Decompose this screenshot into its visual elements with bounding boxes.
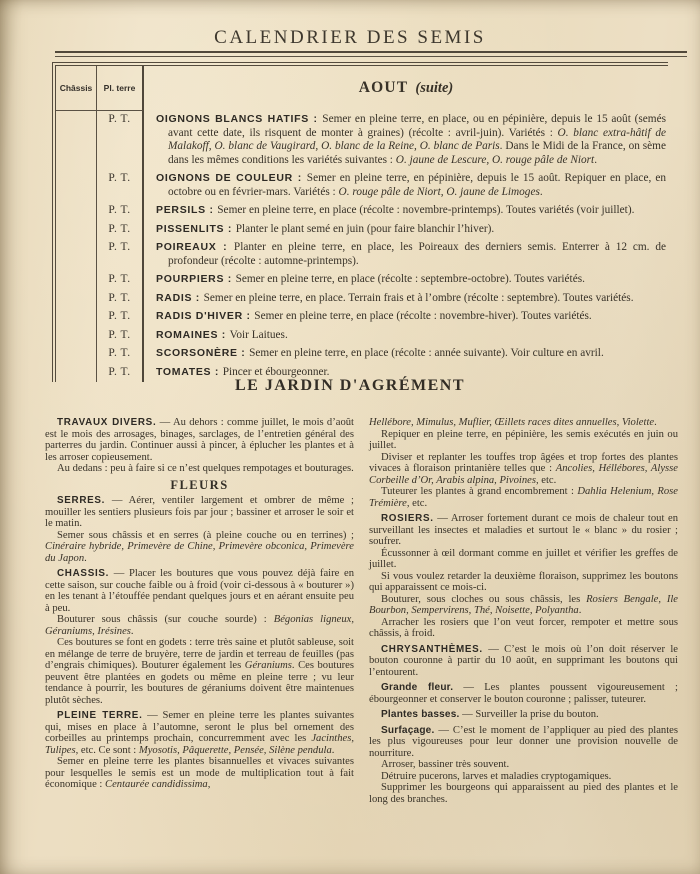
- pl-terre-cell: P. T.: [97, 290, 144, 309]
- text-segment: . Dans le Midi de la France, on sème dans les mêmes conditions les variétés suivantes :: [168, 140, 666, 166]
- text-segment: Supprimer les bourgeons qui apparaissent au pied des plantes et le long des branches.: [369, 782, 678, 805]
- text-segment: — Placer les boutures que vous pouvez déjà faire en cette saison, sur couche faible ou à froid (voir ci-dessous à « bouturer ») en les tenant à l’étouffée pendant quelques jours et en aérant ensuite peu à peu.: [45, 568, 354, 614]
- pl-terre-cell: P. T.: [97, 221, 144, 240]
- text-segment: etc. Ce sont :: [78, 744, 139, 756]
- paragraph: [45, 530, 354, 565]
- entry-paragraph: [156, 329, 666, 343]
- chassis-cell: [56, 202, 97, 221]
- headword: CHRYSANTHÈMES.: [381, 643, 483, 655]
- paragraph: [369, 486, 678, 509]
- table-row-entry: [144, 221, 668, 240]
- headword: POURPIERS :: [156, 273, 236, 285]
- chassis-cell: [56, 239, 97, 271]
- pl-terre-cell: P. T.: [97, 308, 144, 327]
- text-segment: Détruire pucerons, larves et maladies cryptogamiques.: [381, 770, 612, 782]
- text-segment: .: [331, 744, 335, 756]
- headword: ROMAINES :: [156, 328, 230, 341]
- aout-heading-text: AOUT: [358, 79, 409, 96]
- paragraph: [45, 637, 354, 706]
- text-segment: .: [539, 185, 543, 198]
- text-segment: Ces boutures se font en godets : terre très saine et plutôt sableuse, soit en mélange de terre de bruyère, terre de jardin et terreau de feuilles (pas d’engrais chimiques). Bouturer également les: [45, 637, 354, 671]
- paragraph: [45, 417, 354, 463]
- table-row-entry: [144, 290, 668, 309]
- paragraph: [45, 463, 354, 475]
- text-segment: Semer en pleine terre, en place (récolte : année suivante). Voir culture en avril.: [249, 347, 604, 359]
- column-heading: FLEURS: [170, 477, 229, 492]
- table-row-entry: [144, 327, 668, 346]
- headword: PERSILS :: [156, 204, 218, 216]
- headword: Surfaçage.: [381, 724, 435, 736]
- text-segment: Semer en pleine terre, en pépinière, depuis le 15 août. Repiquer en place, en octobre ou en février-mars. Variétés :: [168, 172, 666, 198]
- text-segment: — Les plantes poussent vigoureusement ; ébourgeonner et conserver le bouton couronne ; palisser, tuteurer.: [369, 682, 678, 705]
- table-row-entry: [144, 111, 668, 170]
- pl-terre-cell: P. T.: [97, 111, 144, 170]
- paragraph: [45, 495, 354, 530]
- text-segment: — Semer en pleine terre les plantes suivantes qui, mises en place à l’automne, seront le plus bel ornement des corbeilles au printemps prochain, concurremment avec les: [45, 710, 354, 744]
- headword: CHASSIS.: [57, 568, 110, 579]
- pl-terre-label: Pl. terre: [103, 83, 136, 93]
- text-segment: Rosiers Bengale, Ile Bourbon, Sempervirens, Thé, Noisette, Polyantha: [369, 593, 679, 616]
- pl-terre-cell: P. T.: [97, 202, 144, 221]
- text-segment: — Arroser fortement durant ce mois de chaleur tout en surveillant les insectes et maladies et surtout le « blanc » du rosier ; soufrer.: [369, 513, 678, 547]
- text-segment: Semer sous châssis et en serres (à pleine couche ou en terrines) ;: [57, 529, 354, 541]
- august-sowing-table: [52, 62, 668, 382]
- headword: Plantes basses.: [381, 709, 460, 720]
- text-segment: .: [578, 605, 582, 616]
- chassis-label: Châssis: [59, 83, 93, 93]
- aout-heading-suffix: (suite): [415, 79, 454, 96]
- headword: PISSENLITS :: [156, 222, 236, 235]
- chassis-cell: [56, 345, 97, 364]
- text-segment: — Au dehors : comme juillet, le mois d’août est le mois des arrosages, binages, sarclages, de l’entretien général des parterres du jardin. Continuer aussi à pincer, à éplucher les plantes et à les arroser copieusement.: [45, 417, 354, 463]
- entry-paragraph: [156, 204, 666, 218]
- chassis-cell: [56, 170, 97, 202]
- paragraph: [45, 614, 354, 637]
- text-segment: Hellébore, Mimulus, Muflier, Œillets races dites annuelles, Violette: [369, 417, 655, 428]
- text-segment: Semer en pleine terre, en place (récolte : novembre-hiver). Toutes variétés.: [254, 310, 592, 322]
- pl-terre-cell: P. T.: [97, 239, 144, 271]
- text-segment: Pincer et ébourgeonner.: [222, 365, 330, 378]
- entry-paragraph: [156, 292, 666, 306]
- text-segment: Planter le plant semé en juin (pour faire blanchir l’hiver).: [235, 222, 495, 235]
- two-column-text: [45, 417, 678, 805]
- left-column: [45, 417, 354, 805]
- chassis-cell: [56, 111, 97, 170]
- text-segment: — Aérer, ventiler largement et ombrer de même ; mouiller les sentiers plusieurs fois par jour ; bassiner et arroser le soir et le matin.: [45, 495, 354, 529]
- text-segment: Cinéraire hybride, Primevère de Chine, Primevère obconica, Primevère du Japon: [45, 541, 354, 564]
- text-segment: — C’est le moment de l’appliquer au pied des plantes les plus vigoureuses pour leur donner une provision nouvelle de nourriture.: [369, 724, 678, 759]
- text-segment: Géraniums: [244, 660, 292, 671]
- text-segment: Semer en pleine terre, en place (récolte : novembre-printemps). Toutes variétés (voir juillet).: [217, 204, 635, 216]
- pl-terre-cell: P. T.: [97, 271, 144, 290]
- paragraph: [45, 756, 354, 791]
- text-segment: Semer en pleine terre les plantes bisannuelles et vivaces suivantes pour lesquelles le semis est un mode de multiplication tout à fait économique :: [45, 756, 354, 790]
- text-segment: Bouturer, sous cloches ou sous châssis, les: [381, 593, 587, 605]
- table-row-entry: [144, 170, 668, 202]
- paragraph: [369, 594, 678, 617]
- text-segment: Planter en pleine terre, en place, les Poireaux des derniers semis. Enterrer à 12 cm. de profondeur (récolte : automne-printemps).: [168, 241, 667, 267]
- text-segment: O. rouge pâle de Niort, O. jaune de Limoges: [338, 185, 540, 198]
- text-segment: Arracher les rosiers que l’on veut forcer, rempoter et mettre sous châssis, à froid.: [369, 616, 678, 639]
- text-segment: . Ces boutures peuvent être plantées en godets ou même en pleine terre ; vu leur tendance à pourrir, les boutures de géraniums doivent être maintenues plutôt sèches.: [45, 660, 354, 706]
- paragraph: [369, 644, 678, 679]
- pl-terre-cell: P. T.: [97, 364, 144, 383]
- text-segment: Semer en pleine terre, en place, ou en pépinière, depuis le 15 août (semés avant cette date, ils risquent de monter à graines) (récolte : avril-juin). Variétés :: [168, 113, 667, 139]
- text-segment: .: [130, 625, 134, 637]
- headword: RADIS :: [156, 291, 204, 304]
- entry-paragraph: [156, 113, 666, 167]
- text-segment: .: [84, 552, 87, 564]
- column-header-chassis: [56, 66, 97, 111]
- text-segment: Bouturer sous châssis (sur couche sourde) :: [57, 614, 274, 625]
- text-segment: etc.: [538, 474, 557, 486]
- headword: TOMATES :: [156, 365, 223, 378]
- text-segment: Dahlia Helenium, Rose Trémière,: [369, 486, 679, 509]
- paragraph: [369, 617, 678, 640]
- table-row-entry: [144, 308, 668, 327]
- paragraph: [369, 759, 678, 771]
- table-row-entry: [144, 202, 668, 221]
- text-segment: Jacinthes, Tulipes,: [45, 733, 354, 756]
- text-segment: Si vous voulez retarder la deuxième floraison, supprimez les boutons qui apparaissent ce mois-ci.: [369, 570, 678, 593]
- chassis-cell: [56, 308, 97, 327]
- text-segment: Semer en pleine terre, en place. Terrain frais et à l’ombre (récolte : septembre). Toutes variétés.: [203, 291, 634, 304]
- headword: RADIS D'HIVER :: [156, 310, 255, 322]
- paragraph: [369, 571, 678, 594]
- headword: SCORSONÈRE :: [156, 347, 250, 359]
- chassis-cell: [56, 327, 97, 346]
- text-segment: Ancolies, Héllébores, Alysse Corbeille d’Or, Arabis alpina, Pivoines,: [369, 463, 678, 486]
- title-divider-rule: [55, 51, 687, 57]
- entry-paragraph: [156, 273, 666, 287]
- pl-terre-cell: P. T.: [97, 327, 144, 346]
- paragraph: [369, 513, 678, 548]
- chassis-cell: [56, 290, 97, 309]
- paragraph: [369, 782, 678, 805]
- paragraph: [369, 429, 678, 452]
- entry-paragraph: [156, 172, 666, 199]
- paragraph: [369, 771, 678, 783]
- column-header-pl-terre: [97, 66, 144, 111]
- headword: PLEINE TERRE.: [57, 710, 143, 721]
- table-row-entry: [144, 271, 668, 290]
- text-segment: Diviser et replanter les touffes trop âgées et trop fortes des plantes vivaces à floraison printanière telles que :: [369, 451, 678, 474]
- paragraph: [369, 682, 678, 705]
- text-segment: Voir Laitues.: [229, 328, 288, 341]
- headword: ROSIERS.: [381, 513, 434, 524]
- text-segment: O. blanc extra-hâtif de Malakoff, O. blanc de Vaugirard, O. blanc de la Reine, O. blanc de Paris: [168, 126, 666, 152]
- text-segment: — C’est le mois où l’on doit réserver le bouton couronne à partir du 10 août, en supprimant les boutons qui l’entourent.: [369, 643, 678, 678]
- text-segment: Myosotis, Pâquerette, Pensée, Silène pendula: [138, 744, 332, 756]
- chassis-cell: [56, 221, 97, 240]
- chassis-cell: [56, 271, 97, 290]
- headword: SERRES.: [57, 495, 106, 506]
- paragraph: [369, 725, 678, 760]
- text-segment: Au dedans : peu à faire si ce n’est quelques rempotages et bouturages.: [57, 463, 354, 474]
- headword: Grande fleur.: [381, 682, 454, 693]
- headword: OIGNONS BLANCS HATIFS :: [156, 113, 323, 125]
- pl-terre-cell: P. T.: [97, 170, 144, 202]
- paragraph: [45, 710, 354, 756]
- text-segment: O. jaune de Lescure, O. rouge pâle de Niort: [395, 153, 595, 166]
- text-segment: — Surveiller la prise du bouton.: [459, 709, 599, 720]
- text-segment: Bégonias ligneux, Géraniums, Irésines: [45, 614, 355, 637]
- text-segment: Semer en pleine terre, en place (récolte : septembre-octobre). Toutes variétés.: [235, 273, 585, 285]
- page-title: CALENDRIER DES SEMIS: [214, 27, 486, 48]
- text-segment: Repiquer en pleine terre, en pépinière, les semis exécutés en juin ou juillet.: [369, 428, 678, 451]
- headword: POIREAUX :: [156, 241, 234, 253]
- entry-paragraph: [156, 347, 666, 361]
- section-title-jardin: LE JARDIN D'AGRÉMENT: [234, 377, 465, 394]
- entry-paragraph: [156, 310, 666, 324]
- headword: OIGNONS DE COULEUR :: [156, 172, 307, 184]
- paragraph: [369, 417, 678, 429]
- paragraph: [369, 548, 678, 571]
- text-segment: Arroser, bassiner très souvent.: [381, 759, 510, 770]
- paragraph: [45, 568, 354, 614]
- headword: TRAVAUX DIVERS.: [57, 417, 157, 428]
- text-segment: Tuteurer les plantes à grand encombrement :: [381, 486, 578, 497]
- text-segment: .: [654, 417, 657, 428]
- text-segment: Écussonner à œil dormant comme en juillet et vérifier les greffes de juillet.: [369, 547, 678, 570]
- text-segment: .: [594, 153, 598, 166]
- right-column: [369, 417, 678, 805]
- table-row-entry: [144, 345, 668, 364]
- paragraph: [369, 452, 678, 487]
- section-heading-aout: [144, 66, 668, 110]
- pl-terre-cell: P. T.: [97, 345, 144, 364]
- text-segment: Centaurée candidissima,: [105, 779, 211, 790]
- table-row-entry: [144, 239, 668, 271]
- text-segment: etc.: [409, 497, 428, 509]
- entry-paragraph: [156, 241, 666, 268]
- entry-paragraph: [156, 223, 666, 237]
- paragraph: [369, 709, 678, 721]
